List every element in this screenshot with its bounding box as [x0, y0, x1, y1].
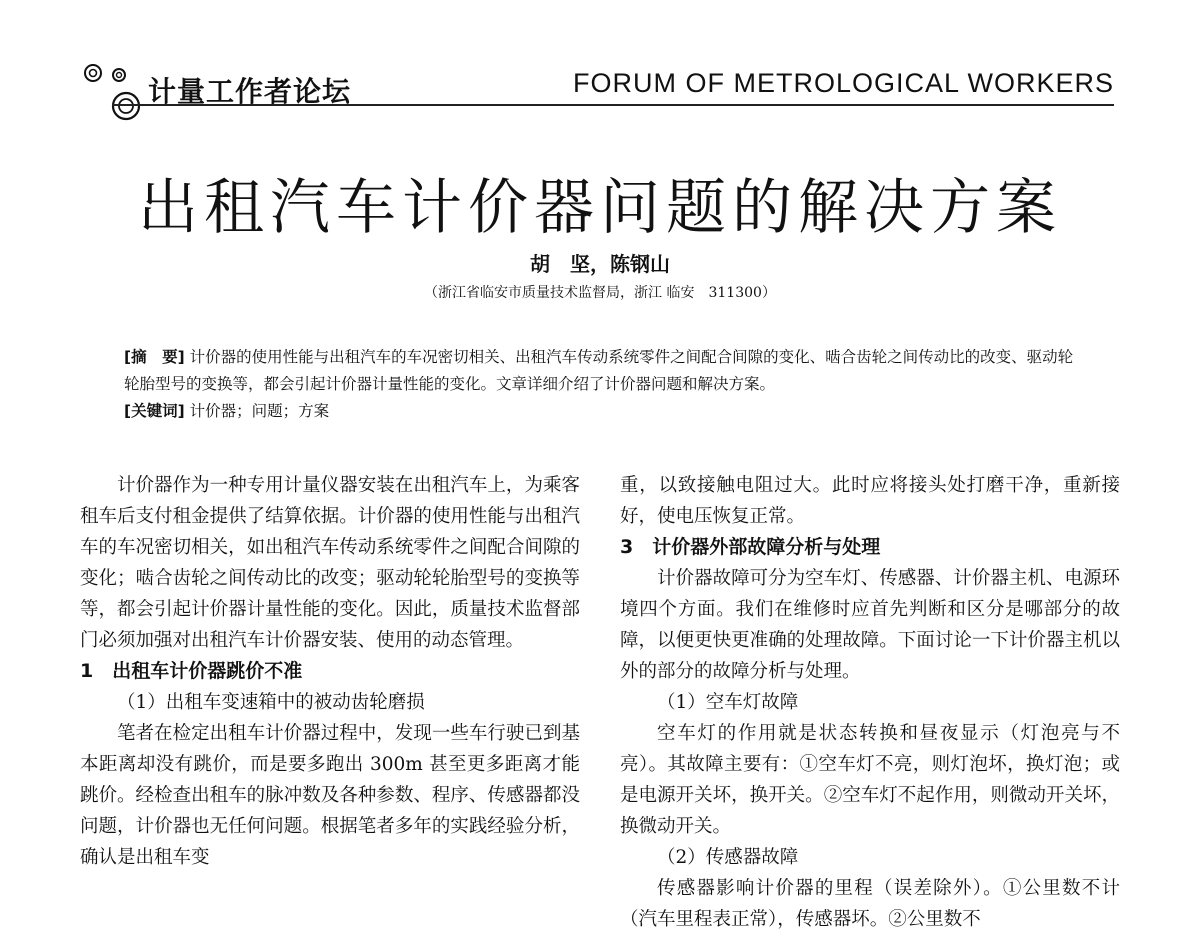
section-3-heading: 3 计价器外部故障分析与处理 [620, 536, 881, 558]
section-1-heading: 1 出租车计价器跳价不准 [80, 660, 303, 682]
section-3-paragraph-3: 传感器影响计价器的里程（误差除外）。①公里数不计（汽车里程表正常），传感器坏。②公里数不 [620, 878, 1120, 930]
article-authors: 胡 坚，陈钢山 [530, 252, 670, 276]
keywords-label: [关键词] [124, 402, 185, 420]
abstract-block [124, 344, 1084, 425]
section-1-paragraph: 笔者在检定出租车计价器过程中，发现一些车行驶已到基本距离却没有跳价，而是要多跑出 300m 甚至更多距离才能跳价。经检查出租车的脉冲数及各种参数、程序、传感器都没问题，计价器也无任何问题。根据笔者多年的实践经验分析，确认是出租车变 [80, 723, 580, 868]
keywords-paragraph [124, 398, 1084, 425]
article-title: 出租汽车计价器问题的解决方案 [138, 173, 1062, 243]
journal-column-title-en: FORUM OF METROLOGICAL WORKERS [572, 68, 1114, 98]
abstract-text: 计价器的使用性能与出租汽车的车况密切相关、出租汽车传动系统零件之间配合间隙的变化、啮合齿轮之间传动比的改变、驱动轮轮胎型号的变换等，都会引起计价器计量性能的变化。文章详细介绍了计价器问题和解决方案。 [124, 348, 1074, 393]
keywords-text: 计价器；问题；方案 [184, 402, 330, 420]
section-3-paragraph-2: 空车灯的作用就是状态转换和昼夜显示（灯泡亮与不亮）。其故障主要有：①空车灯不亮，则灯泡坏，换灯泡；或是电源开关坏，换开关。②空车灯不起作用，则微动开关坏，换微动开关。 [620, 723, 1120, 837]
journal-column-title: 计量工作者论坛 [148, 75, 352, 108]
double-circle-logo-icon [82, 62, 142, 122]
abstract-paragraph [124, 344, 1084, 398]
section-3-subheading-2: （2）传感器故障 [657, 847, 799, 868]
author-affiliation: （浙江省临安市质量技术监督局，浙江 临安 311300） [424, 285, 776, 301]
body-column-left [80, 470, 580, 873]
intro-paragraph: 计价器作为一种专用计量仪器安装在出租汽车上，为乘客租车后支付租金提供了结算依据。计价器的使用性能与出租汽车的车况密切相关，如出租汽车传动系统零件之间配合间隙的变化；啮合齿轮之间传动比的改变；驱动轮轮胎型号的变换等等，都会引起计价器计量性能的变化。因此，质量技术监督部门必须加强对出租汽车计价器安装、使用的动态管理。 [80, 475, 580, 651]
abstract-label: [摘 要] [124, 348, 185, 366]
header-divider [112, 104, 1114, 106]
section-3-subheading-1: （1）空车灯故障 [657, 692, 799, 713]
body-column-right [620, 470, 1120, 935]
section-1-subheading: （1）出租车变速箱中的被动齿轮磨损 [117, 692, 425, 713]
continued-paragraph: 重，以致接触电阻过大。此时应将接头处打磨干净，重新接好，使电压恢复正常。 [620, 475, 1120, 527]
section-3-paragraph: 计价器故障可分为空车灯、传感器、计价器主机、电源环境四个方面。我们在维修时应首先判断和区分是哪部分的故障，以便更快更准确的处理故障。下面讨论一下计价器主机以外的部分的故障分析与处理。 [620, 568, 1120, 682]
